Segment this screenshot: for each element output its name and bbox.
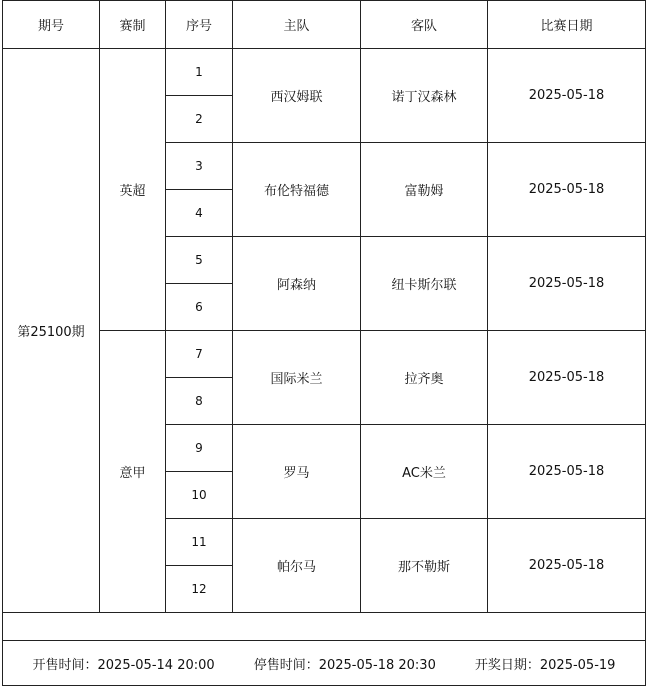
sale-stop-time: 停售时间：2025-05-18 20:30 [253,657,436,673]
draw-date: 开奖日期：2025-05-19 [474,657,616,673]
seq-cell: 1 [166,49,233,96]
seq-cell: 8 [166,378,233,425]
home-team-cell: 阿森纳 [233,237,361,331]
table-row [3,49,646,96]
seq-cell: 3 [166,143,233,190]
header-seq: 序号 [166,1,233,49]
home-team-cell: 布伦特福德 [233,143,361,237]
sale-start-time: 开售时间：2025-05-14 20:00 [32,657,215,673]
blank-cell [3,613,646,641]
header-row [3,1,646,49]
away-team-cell: 富勒姆 [361,143,488,237]
match-date-cell: 2025-05-18 [488,331,646,425]
header-away: 客队 [361,1,488,49]
seq-cell: 9 [166,425,233,472]
table-row [3,331,646,378]
footer-row [3,641,646,686]
away-team-cell: 那不勒斯 [361,519,488,613]
seq-cell: 12 [166,566,233,613]
footer-cell [3,641,646,686]
footer-info [3,654,645,673]
header-date: 比赛日期 [488,1,646,49]
header-period: 期号 [3,1,100,49]
match-date-cell: 2025-05-18 [488,519,646,613]
seq-cell: 4 [166,190,233,237]
home-team-cell: 西汉姆联 [233,49,361,143]
away-team-cell: 拉齐奥 [361,331,488,425]
seq-cell: 7 [166,331,233,378]
away-team-cell: 诺丁汉森林 [361,49,488,143]
league-cell-serie-a: 意甲 [100,331,166,613]
seq-cell: 6 [166,284,233,331]
home-team-cell: 罗马 [233,425,361,519]
seq-cell: 5 [166,237,233,284]
match-date-cell: 2025-05-18 [488,143,646,237]
seq-cell: 11 [166,519,233,566]
match-date-cell: 2025-05-18 [488,237,646,331]
match-date-cell: 2025-05-18 [488,425,646,519]
away-team-cell: 纽卡斯尔联 [361,237,488,331]
match-date-cell: 2025-05-18 [488,49,646,143]
league-cell-epl: 英超 [100,49,166,331]
away-team-cell: AC米兰 [361,425,488,519]
header-format: 赛制 [100,1,166,49]
schedule-table [2,0,646,686]
home-team-cell: 帕尔马 [233,519,361,613]
seq-cell: 10 [166,472,233,519]
period-cell: 第25100期 [3,49,100,613]
blank-row [3,613,646,641]
seq-cell: 2 [166,96,233,143]
home-team-cell: 国际米兰 [233,331,361,425]
header-home: 主队 [233,1,361,49]
